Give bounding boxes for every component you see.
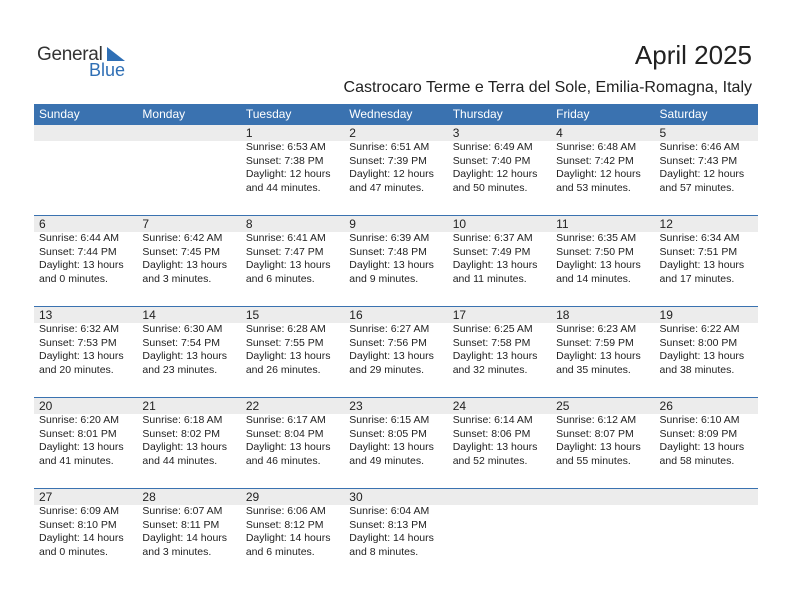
daylight-text: Daylight: 13 hours	[452, 350, 538, 363]
day-number	[39, 125, 137, 141]
sunrise-text: Sunrise: 6:49 AM	[452, 141, 533, 153]
week-row	[34, 125, 758, 215]
page-title: April 2025	[634, 40, 752, 70]
sunset-text: Sunset: 8:13 PM	[349, 518, 427, 531]
day-cell	[137, 125, 240, 214]
day-number: 1	[245, 126, 253, 140]
daylight-text: Daylight: 13 hours	[39, 350, 124, 363]
weekday-tuesday: Tuesday	[245, 107, 292, 121]
daylight-text: Daylight: 13 hours	[659, 441, 745, 454]
day-number: 27	[39, 490, 53, 504]
sunrise-text: Sunrise: 6:22 AM	[659, 323, 740, 335]
sunrise-text: Sunrise: 6:46 AM	[659, 141, 740, 153]
sunset-text: Sunset: 7:47 PM	[245, 245, 324, 258]
sunrise-text: Sunrise: 6:20 AM	[39, 414, 119, 426]
daylight-minutes-text: and 46 minutes.	[245, 454, 321, 467]
sunset-text: Sunset: 8:07 PM	[556, 427, 634, 440]
week-cells	[34, 307, 758, 396]
day-number	[142, 125, 240, 141]
daylight-text: Daylight: 13 hours	[245, 259, 331, 272]
day-cell	[448, 489, 551, 578]
daylight-text: Daylight: 13 hours	[556, 350, 641, 363]
day-cell	[448, 125, 551, 214]
sunset-text: Sunset: 8:01 PM	[39, 427, 117, 440]
daylight-text: Daylight: 13 hours	[39, 259, 124, 272]
day-cell	[241, 216, 344, 305]
daylight-minutes-text: and 53 minutes.	[556, 181, 631, 194]
daylight-minutes-text: and 3 minutes.	[142, 272, 212, 285]
day-cell	[448, 216, 551, 305]
day-number	[556, 489, 654, 505]
sunset-text: Sunset: 7:38 PM	[245, 154, 324, 167]
week-cells	[34, 398, 758, 487]
week-row	[34, 306, 758, 397]
daylight-minutes-text: and 55 minutes.	[556, 454, 631, 467]
calendar	[34, 104, 758, 579]
day-cell	[344, 489, 447, 578]
day-cell	[344, 125, 447, 214]
day-number: 9	[349, 217, 356, 231]
sunrise-text: Sunrise: 6:25 AM	[452, 323, 533, 335]
day-cell	[551, 489, 654, 578]
day-number: 17	[452, 308, 467, 322]
sunrise-text: Sunrise: 6:44 AM	[39, 232, 119, 244]
sunrise-text: Sunrise: 6:41 AM	[245, 232, 326, 244]
day-number: 2	[349, 126, 356, 140]
day-number: 20	[39, 399, 53, 413]
sunset-text: Sunset: 7:54 PM	[142, 336, 221, 349]
day-number: 24	[452, 399, 467, 413]
daylight-minutes-text: and 50 minutes.	[452, 181, 528, 194]
sunrise-text: Sunrise: 6:10 AM	[659, 414, 740, 426]
daylight-text: Daylight: 13 hours	[659, 259, 745, 272]
day-number: 4	[556, 126, 563, 140]
weekday-monday: Monday	[142, 107, 186, 121]
daylight-text: Daylight: 12 hours	[556, 168, 641, 181]
sunrise-text: Sunrise: 6:34 AM	[659, 232, 740, 244]
calendar-weeks	[34, 125, 758, 579]
sunrise-text: Sunrise: 6:35 AM	[556, 232, 637, 244]
day-number: 15	[245, 308, 260, 322]
daylight-minutes-text: and 29 minutes.	[349, 363, 424, 376]
day-cell	[551, 125, 654, 214]
sunset-text: Sunset: 7:51 PM	[659, 245, 738, 258]
daylight-text: Daylight: 13 hours	[245, 350, 331, 363]
sunrise-text: Sunrise: 6:32 AM	[39, 323, 119, 335]
sunset-text: Sunset: 7:53 PM	[39, 336, 117, 349]
day-cell	[344, 216, 447, 305]
sunrise-text: Sunrise: 6:30 AM	[142, 323, 223, 335]
logo-general-text: General	[37, 44, 103, 65]
day-number: 13	[39, 308, 53, 322]
daylight-minutes-text: and 20 minutes.	[39, 363, 114, 376]
daylight-minutes-text: and 49 minutes.	[349, 454, 424, 467]
daylight-minutes-text: and 3 minutes.	[142, 545, 212, 558]
daylight-minutes-text: and 38 minutes.	[659, 363, 735, 376]
week-row	[34, 488, 758, 579]
day-cell	[655, 489, 758, 578]
logo-triangle-icon	[107, 47, 125, 61]
sunrise-text: Sunrise: 6:14 AM	[452, 414, 533, 426]
day-number: 18	[556, 308, 570, 322]
daylight-minutes-text: and 26 minutes.	[245, 363, 321, 376]
daylight-minutes-text: and 6 minutes.	[245, 545, 315, 558]
daylight-minutes-text: and 8 minutes.	[349, 545, 419, 558]
day-number: 8	[245, 217, 253, 231]
sunset-text: Sunset: 8:10 PM	[39, 518, 117, 531]
day-number: 5	[659, 126, 667, 140]
daylight-minutes-text: and 57 minutes.	[659, 181, 735, 194]
sunset-text: Sunset: 7:40 PM	[452, 154, 531, 167]
sunrise-text: Sunrise: 6:06 AM	[245, 505, 326, 517]
sunset-text: Sunset: 7:48 PM	[349, 245, 427, 258]
sunset-text: Sunset: 7:39 PM	[349, 154, 427, 167]
day-number: 11	[556, 217, 569, 231]
daylight-text: Daylight: 12 hours	[659, 168, 745, 181]
day-cell	[551, 307, 654, 396]
daylight-text: Daylight: 13 hours	[349, 350, 434, 363]
day-cell	[448, 398, 551, 487]
daylight-minutes-text: and 23 minutes.	[142, 363, 218, 376]
sunset-text: Sunset: 8:05 PM	[349, 427, 427, 440]
daylight-text: Daylight: 13 hours	[659, 350, 745, 363]
daylight-text: Daylight: 12 hours	[452, 168, 538, 181]
sunset-text: Sunset: 7:59 PM	[556, 336, 634, 349]
sunrise-text: Sunrise: 6:53 AM	[245, 141, 326, 153]
sunset-text: Sunset: 7:45 PM	[142, 245, 221, 258]
logo-blue-text: Blue	[89, 60, 126, 80]
sunrise-text: Sunrise: 6:23 AM	[556, 323, 637, 335]
sunrise-text: Sunrise: 6:12 AM	[556, 414, 637, 426]
sunset-text: Sunset: 8:02 PM	[142, 427, 221, 440]
sunset-text: Sunset: 8:11 PM	[142, 518, 220, 531]
daylight-minutes-text: and 52 minutes.	[452, 454, 528, 467]
daylight-text: Daylight: 13 hours	[349, 259, 434, 272]
sunset-text: Sunset: 7:58 PM	[452, 336, 531, 349]
logo	[37, 44, 137, 80]
day-number: 28	[142, 490, 156, 504]
day-cell	[655, 307, 758, 396]
week-cells	[34, 125, 758, 214]
daylight-minutes-text: and 47 minutes.	[349, 181, 424, 194]
day-cell	[448, 307, 551, 396]
sunrise-text: Sunrise: 6:51 AM	[349, 141, 430, 153]
sunrise-text: Sunrise: 6:09 AM	[39, 505, 119, 517]
week-cells	[34, 216, 758, 305]
daylight-text: Daylight: 14 hours	[245, 532, 331, 545]
sunset-text: Sunset: 7:50 PM	[556, 245, 634, 258]
daylight-text: Daylight: 13 hours	[39, 441, 124, 454]
day-number: 7	[142, 217, 150, 231]
sunrise-text: Sunrise: 6:27 AM	[349, 323, 430, 335]
location-subtitle: Castrocaro Terme e Terra del Sole, Emilia-Romagna, Italy	[343, 79, 752, 96]
sunset-text: Sunset: 8:06 PM	[452, 427, 531, 440]
sunrise-text: Sunrise: 6:42 AM	[142, 232, 223, 244]
day-number: 14	[142, 308, 156, 322]
sunset-text: Sunset: 7:43 PM	[659, 154, 738, 167]
weekday-header	[34, 104, 758, 125]
sunrise-text: Sunrise: 6:17 AM	[245, 414, 326, 426]
day-number: 21	[142, 399, 156, 413]
day-number: 29	[245, 490, 260, 504]
week-row	[34, 215, 758, 306]
day-number: 25	[556, 399, 570, 413]
sunrise-text: Sunrise: 6:39 AM	[349, 232, 430, 244]
day-cell	[137, 489, 240, 578]
weekday-sunday: Sunday	[39, 107, 80, 121]
daylight-minutes-text: and 9 minutes.	[349, 272, 419, 285]
day-cell	[241, 398, 344, 487]
day-cell	[137, 398, 240, 487]
sunset-text: Sunset: 8:12 PM	[245, 518, 324, 531]
daylight-text: Daylight: 14 hours	[39, 532, 124, 545]
daylight-minutes-text: and 11 minutes.	[452, 272, 527, 285]
day-number	[453, 489, 551, 505]
daylight-text: Daylight: 13 hours	[349, 441, 434, 454]
sunset-text: Sunset: 8:04 PM	[245, 427, 324, 440]
daylight-text: Daylight: 13 hours	[142, 350, 228, 363]
day-number: 22	[245, 399, 260, 413]
daylight-minutes-text: and 44 minutes.	[142, 454, 218, 467]
weekday-saturday: Saturday	[659, 107, 708, 121]
sunset-text: Sunset: 7:55 PM	[245, 336, 324, 349]
daylight-minutes-text: and 58 minutes.	[659, 454, 735, 467]
daylight-minutes-text: and 6 minutes.	[245, 272, 315, 285]
sunset-text: Sunset: 7:44 PM	[39, 245, 117, 258]
day-cell	[655, 216, 758, 305]
daylight-minutes-text: and 32 minutes.	[452, 363, 528, 376]
daylight-text: Daylight: 13 hours	[556, 441, 641, 454]
daylight-text: Daylight: 13 hours	[452, 259, 538, 272]
daylight-minutes-text: and 44 minutes.	[245, 181, 321, 194]
week-row	[34, 397, 758, 488]
daylight-minutes-text: and 0 minutes.	[39, 545, 108, 558]
day-cell	[344, 307, 447, 396]
week-cells	[34, 489, 758, 578]
day-cell	[34, 216, 137, 305]
day-cell	[344, 398, 447, 487]
weekday-thursday: Thursday	[452, 107, 503, 121]
day-cell	[137, 216, 240, 305]
sunset-text: Sunset: 8:00 PM	[659, 336, 738, 349]
day-number: 26	[659, 399, 673, 413]
day-number: 30	[349, 490, 363, 504]
daylight-minutes-text: and 14 minutes.	[556, 272, 631, 285]
day-cell	[241, 489, 344, 578]
daylight-minutes-text: and 0 minutes.	[39, 272, 108, 285]
daylight-minutes-text: and 35 minutes.	[556, 363, 631, 376]
day-cell	[551, 216, 654, 305]
sunrise-text: Sunrise: 6:07 AM	[142, 505, 223, 517]
day-number: 23	[349, 399, 363, 413]
day-cell	[241, 307, 344, 396]
day-cell	[655, 398, 758, 487]
day-number	[660, 489, 758, 505]
daylight-text: Daylight: 12 hours	[349, 168, 434, 181]
day-cell	[655, 125, 758, 214]
day-cell	[551, 398, 654, 487]
daylight-text: Daylight: 12 hours	[245, 168, 331, 181]
day-cell	[34, 489, 137, 578]
daylight-text: Daylight: 13 hours	[142, 259, 228, 272]
sunset-text: Sunset: 7:56 PM	[349, 336, 427, 349]
day-number: 16	[349, 308, 363, 322]
day-cell	[241, 125, 344, 214]
daylight-text: Daylight: 13 hours	[556, 259, 641, 272]
sunrise-text: Sunrise: 6:18 AM	[142, 414, 223, 426]
day-number: 10	[452, 217, 467, 231]
sunset-text: Sunset: 8:09 PM	[659, 427, 738, 440]
day-number: 12	[659, 217, 673, 231]
daylight-minutes-text: and 17 minutes.	[659, 272, 735, 285]
weekday-wednesday: Wednesday	[349, 107, 413, 121]
sunset-text: Sunset: 7:49 PM	[452, 245, 531, 258]
sunset-text: Sunset: 7:42 PM	[556, 154, 634, 167]
day-number: 19	[659, 308, 673, 322]
sunrise-text: Sunrise: 6:37 AM	[452, 232, 533, 244]
weekday-friday: Friday	[556, 107, 590, 121]
daylight-text: Daylight: 14 hours	[349, 532, 434, 545]
daylight-text: Daylight: 13 hours	[452, 441, 538, 454]
sunrise-text: Sunrise: 6:15 AM	[349, 414, 430, 426]
day-number: 6	[39, 217, 46, 231]
sunrise-text: Sunrise: 6:28 AM	[245, 323, 326, 335]
day-cell	[34, 125, 137, 214]
daylight-text: Daylight: 13 hours	[142, 441, 228, 454]
day-cell	[34, 398, 137, 487]
daylight-text: Daylight: 14 hours	[142, 532, 228, 545]
day-cell	[34, 307, 137, 396]
daylight-text: Daylight: 13 hours	[245, 441, 331, 454]
day-cell	[137, 307, 240, 396]
daylight-minutes-text: and 41 minutes.	[39, 454, 114, 467]
sunrise-text: Sunrise: 6:48 AM	[556, 141, 637, 153]
day-number: 3	[452, 126, 460, 140]
sunrise-text: Sunrise: 6:04 AM	[349, 505, 430, 517]
